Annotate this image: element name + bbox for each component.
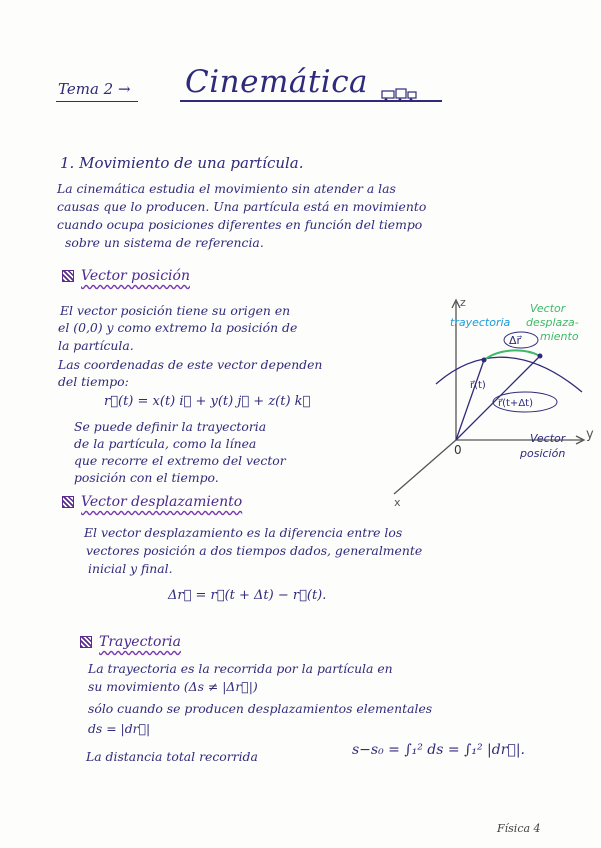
page-title: Cinemática xyxy=(185,64,369,100)
label-vectores-posicion-1: Vector xyxy=(530,432,566,445)
subsection-label: Trayectoria xyxy=(99,634,181,650)
checkbox-bullet-icon xyxy=(62,270,74,282)
axis-x-label: x xyxy=(394,496,401,509)
tray-line-4: ds = |dr⃗| xyxy=(88,721,151,736)
formula-desplazamiento: Δr⃗ = r⃗(t + Δt) − r⃗(t). xyxy=(168,588,327,603)
checkbox-bullet-icon xyxy=(62,496,74,508)
page-footer: Física 4 xyxy=(497,822,541,835)
posicion-line2-3: que recorre el extremo del vector xyxy=(74,453,286,468)
desp-line-2: vectores posición a dos tiempos dados, generalmente xyxy=(86,543,423,558)
posicion-line-4: Las coordenadas de este vector dependen xyxy=(58,357,323,372)
label-vector-desp-3: miento xyxy=(540,330,579,343)
posicion-line-5: del tiempo: xyxy=(58,374,129,389)
posicion-line2-4: posición con el tiempo. xyxy=(74,470,219,485)
intro-line-1: La cinemática estudia el movimiento sin atender a las xyxy=(57,181,396,196)
label-r-t-dt: r⃗(t+Δt) xyxy=(498,398,533,409)
posicion-line-2: el (0,0) y como extremo la posición de xyxy=(58,320,298,335)
posicion-line-3: la partícula. xyxy=(58,338,134,353)
trajectory-diagram xyxy=(390,292,598,512)
intro-line-2: causas que lo producen. Una partícula está en movimiento xyxy=(57,199,427,214)
label-trayectoria: trayectoria xyxy=(450,316,511,329)
desp-line-1: El vector desplazamiento es la diferencia entre los xyxy=(84,525,403,540)
subsection-label: Vector posición xyxy=(81,268,190,284)
axis-z-label: z xyxy=(460,296,466,309)
subsection-label: Vector desplazamiento xyxy=(81,494,243,510)
tema-underline xyxy=(56,101,138,102)
formula-posicion: r⃗(t) = x(t) i⃗ + y(t) j⃗ + z(t) k⃗ xyxy=(104,394,311,409)
formula-distancia: s−s₀ = ∫₁² ds = ∫₁² |dr⃗|. xyxy=(352,742,525,758)
checkbox-bullet-icon xyxy=(80,636,92,648)
label-vectores-posicion-2: posición xyxy=(520,447,566,460)
tray-line-1: La trayectoria es la recorrida por la partícula en xyxy=(88,661,393,676)
posicion-line-1: El vector posición tiene su origen en xyxy=(60,303,291,318)
section-heading-movimiento: 1. Movimiento de una partícula. xyxy=(60,154,304,172)
posicion-line2-2: de la partícula, como la línea xyxy=(74,436,257,451)
posicion-line2-1: Se puede definir la trayectoria xyxy=(74,419,267,434)
tray-line-2: su movimiento (Δs ≠ |Δr⃗|) xyxy=(88,679,258,694)
intro-line-4: sobre un sistema de referencia. xyxy=(65,235,264,250)
label-vector-desp-1: Vector xyxy=(530,302,566,315)
x-axis xyxy=(394,440,456,494)
tray-line-3: sólo cuando se producen desplazamientos elementales xyxy=(88,701,433,716)
subsection-vector-desplazamiento xyxy=(62,494,242,510)
train-doodle-icon xyxy=(380,86,418,102)
subsection-vector-posicion xyxy=(62,268,190,284)
tray-line-5: La distancia total recorrida xyxy=(86,749,258,764)
axis-y-label: y xyxy=(586,427,594,442)
vector-r-t xyxy=(456,360,484,440)
subsection-trayectoria xyxy=(80,634,181,650)
label-r-t: r⃗(t) xyxy=(470,380,486,391)
label-vector-desp-2: desplaza- xyxy=(526,316,579,329)
displacement-vector xyxy=(484,350,540,360)
desp-line-3: inicial y final. xyxy=(88,561,173,576)
origin-label: 0 xyxy=(454,443,462,457)
label-delta-r: Δr⃗ xyxy=(509,334,522,347)
tema-label: Tema 2 → xyxy=(58,80,131,98)
intro-line-3: cuando ocupa posiciones diferentes en función del tiempo xyxy=(57,217,423,232)
